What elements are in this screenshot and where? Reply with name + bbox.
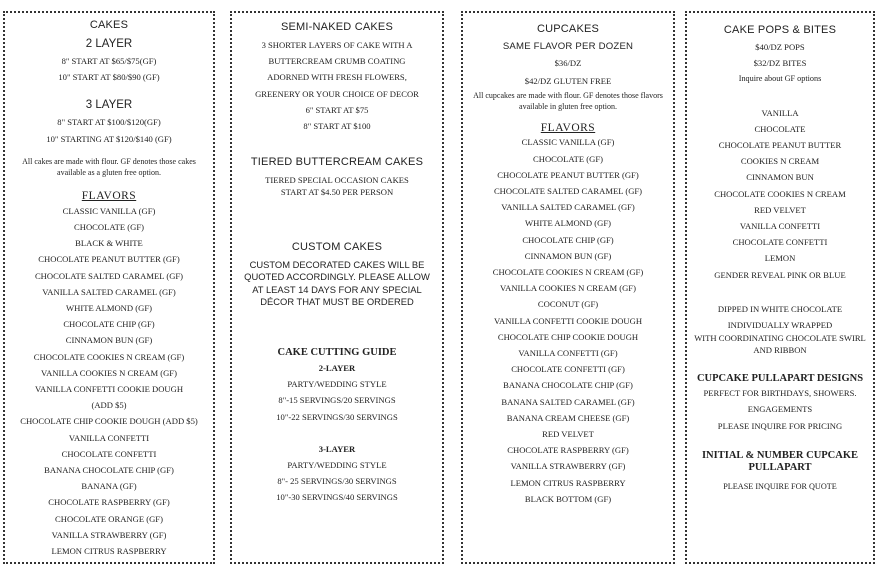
- semi-naked-line: ADORNED WITH FRESH FLOWERS,: [267, 72, 407, 83]
- cupcake-flavor-item: CHOCOLATE (GF): [533, 153, 603, 164]
- bites-price: $32/DZ BITES: [753, 58, 807, 69]
- pullapart-line: PERFECT FOR BIRTHDAYS, SHOWERS.: [703, 388, 857, 399]
- cake-flavor-item: CINNAMON BUN (GF): [65, 335, 153, 346]
- pullapart-line: ENGAGEMENTS: [747, 404, 813, 415]
- pop-flavor-item: COOKIES N CREAM: [740, 156, 820, 167]
- semi-naked-line: GREENERY OR YOUR CHOICE OF DECOR: [255, 88, 419, 99]
- pop-flavor-item: GENDER REVEAL PINK OR BLUE: [714, 269, 846, 280]
- pop-flavor-item: CHOCOLATE COOKIES N CREAM: [714, 188, 846, 199]
- pops-title: CAKE POPS & BITES: [723, 24, 837, 36]
- pops-column: [685, 11, 875, 564]
- cutting-three-layer-style: PARTY/WEDDING STYLE: [287, 460, 387, 471]
- cake-flavor-item: VANILLA STRAWBERRY (GF): [51, 529, 167, 540]
- cupcakes-title: CUPCAKES: [536, 23, 600, 35]
- cakes-flour-note: All cakes are made with flour. GF denotes those cakes available as a gluten free option.: [22, 156, 196, 177]
- cakes-column: [3, 11, 215, 564]
- cupcake-flavor-item: BANANA CHOCOLATE CHIP (GF): [503, 380, 633, 391]
- dipped-info: [687, 301, 873, 356]
- cake-flavors-heading: FLAVORS: [81, 189, 137, 202]
- cupcake-flavor-item: VANILLA CONFETTI (GF): [518, 348, 618, 359]
- cake-flavor-item: VANILLA SALTED CARAMEL (GF): [42, 286, 176, 297]
- cupcake-flavor-item: VANILLA STRAWBERRY (GF): [510, 461, 626, 472]
- cupcake-flavor-item: CHOCOLATE PEANUT BUTTER (GF): [497, 169, 639, 180]
- three-layer-heading: 3 LAYER: [85, 99, 133, 112]
- cutting-three-layer-10: 10"-30 SERVINGS/40 SERVINGS: [276, 492, 398, 503]
- tiered-text: TIERED SPECIAL OCCASION CAKES START AT $4.50 PER PERSON: [265, 175, 409, 198]
- pops-flavors-list: [687, 105, 873, 283]
- cutting-two-layer-style: PARTY/WEDDING STYLE: [287, 379, 387, 390]
- cake-flavor-item: (ADD $5): [91, 400, 127, 411]
- cupcake-flavor-item: CINNAMON BUN (GF): [524, 250, 612, 261]
- cutting-three-layer-heading: 3-LAYER: [318, 443, 356, 454]
- cupcake-flavor-item: VANILLA CONFETTI COOKIE DOUGH: [493, 315, 643, 326]
- cutting-two-layer-10: 10"-22 SERVINGS/30 SERVINGS: [276, 411, 398, 422]
- cupcake-flavor-item: RED VELVET: [542, 429, 594, 440]
- cake-flavor-item: CHOCOLATE CHIP COOKIE DOUGH (ADD $5): [20, 416, 198, 427]
- cutting-two-layer-8: 8"-15 SERVINGS/20 SERVINGS: [278, 395, 396, 406]
- two-layer-price-10: 10" START AT $80/$90 (GF): [58, 72, 160, 83]
- cupcake-flavor-item: COCONUT (GF): [537, 299, 599, 310]
- cupcakes-price: $36/DZ: [554, 58, 582, 68]
- pullapart-line: PLEASE INQUIRE FOR PRICING: [717, 420, 843, 431]
- cupcake-flavor-item: VANILLA SALTED CARAMEL (GF): [501, 202, 635, 213]
- tiered-title: TIERED BUTTERCREAM CAKES: [250, 156, 424, 169]
- cake-flavor-item: CHOCOLATE ORANGE (GF): [55, 513, 163, 524]
- pops-gf-note: Inquire about GF options: [738, 74, 822, 84]
- cake-flavor-item: CHOCOLATE PEANUT BUTTER (GF): [38, 254, 180, 265]
- cake-flavor-item: VANILLA CONFETTI COOKIE DOUGH: [34, 384, 184, 395]
- cupcake-flavor-item: VANILLA COOKIES N CREAM (GF): [500, 283, 636, 294]
- cake-flavor-item: VANILLA COOKIES N CREAM (GF): [41, 367, 177, 378]
- swirl-line: WITH COORDINATING CHOCOLATE SWIRL AND RIBBON: [694, 333, 866, 355]
- cupcake-flavor-item: BANANA CREAM CHEESE (GF): [506, 412, 630, 423]
- cupcakes-gf-price: $42/DZ GLUTEN FREE: [524, 76, 612, 87]
- cake-flavor-item: BANANA (GF): [81, 481, 137, 492]
- cake-flavor-item: BLACK & WHITE: [75, 238, 143, 249]
- three-layer-price-8: 8" START AT $100/$120(GF): [57, 117, 161, 128]
- pop-flavor-item: VANILLA CONFETTI: [739, 221, 821, 232]
- cake-flavor-item: CHOCOLATE (GF): [74, 222, 144, 233]
- cupcakes-subtitle: SAME FLAVOR PER DOZEN: [502, 41, 634, 52]
- cupcake-flavor-item: LEMON CITRUS RASPBERRY: [510, 477, 626, 488]
- initial-title: INITIAL & NUMBER CUPCAKE PULLAPART: [701, 449, 859, 474]
- cupcake-flavor-item: BANANA SALTED CARAMEL (GF): [501, 396, 635, 407]
- cutting-three-layer-8: 8"- 25 SERVINGS/30 SERVINGS: [277, 476, 397, 487]
- cupcake-flavor-item: CHOCOLATE CHIP COOKIE DOUGH: [497, 331, 639, 342]
- custom-title: CUSTOM CAKES: [291, 241, 383, 254]
- pop-flavor-item: VANILLA: [761, 107, 799, 118]
- cake-flavor-item: CHOCOLATE RASPBERRY (GF): [48, 497, 170, 508]
- cake-flavor-item: CHOCOLATE SALTED CARAMEL (GF): [34, 270, 184, 281]
- cakes-title: CAKES: [89, 19, 129, 31]
- pullapart-title: CUPCAKE PULLAPART DESIGNS: [696, 373, 864, 385]
- cupcake-flavor-item: CHOCOLATE RASPBERRY (GF): [507, 445, 629, 456]
- cupcakes-column: [461, 11, 675, 564]
- custom-text: CUSTOM DECORATED CAKES WILL BE QUOTED ACCORDINGLY. PLEASE ALLOW AT LEAST 14 DAYS FOR ANY SPECIAL DÉCOR THAT MUST BE ORDERED: [244, 259, 430, 307]
- pops-price: $40/DZ POPS: [755, 42, 805, 52]
- semi-naked-desc: [232, 37, 442, 134]
- two-layer-heading: 2 LAYER: [85, 38, 133, 50]
- three-layer-price-10: 10" STARTING AT $120/$140 (GF): [46, 133, 172, 144]
- cupcake-flavors-list: [463, 134, 673, 507]
- pop-flavor-item: CHOCOLATE CONFETTI: [732, 237, 828, 248]
- cupcake-flavor-item: CHOCOLATE CONFETTI (GF): [511, 364, 625, 375]
- cake-flavors-list: [5, 203, 213, 559]
- dipped-line: DIPPED IN WHITE CHOCOLATE: [717, 303, 843, 314]
- cake-flavor-item: CLASSIC VANILLA (GF): [62, 205, 156, 216]
- cupcake-flavor-item: CLASSIC VANILLA (GF): [521, 137, 615, 148]
- cake-flavor-item: CHOCOLATE CHIP (GF): [63, 319, 155, 330]
- cupcake-flavor-item: CHOCOLATE COOKIES N CREAM (GF): [492, 267, 644, 278]
- semi-naked-price-8: 8" START AT $100: [303, 121, 371, 132]
- cupcake-flavor-item: CHOCOLATE SALTED CARAMEL (GF): [493, 186, 643, 197]
- semi-naked-line: BUTTERCREAM CRUMB COATING: [268, 56, 406, 67]
- initial-text: PLEASE INQUIRE FOR QUOTE: [723, 481, 837, 491]
- cake-flavor-item: CHOCOLATE COOKIES N CREAM (GF): [33, 351, 185, 362]
- cake-flavor-item: LEMON CITRUS RASPBERRY: [51, 546, 167, 557]
- cupcake-flavor-item: BLACK BOTTOM (GF): [524, 493, 612, 504]
- cupcakes-flour-note: All cupcakes are made with flour. GF denotes those flavors available in gluten free option.: [473, 91, 663, 112]
- cake-flavor-item: WHITE ALMOND (GF): [66, 303, 152, 314]
- specialty-column: [230, 11, 444, 564]
- pop-flavor-item: CHOCOLATE: [754, 123, 806, 134]
- cake-flavor-item: VANILLA CONFETTI: [68, 432, 150, 443]
- semi-naked-line: 3 SHORTER LAYERS OF CAKE WITH A: [261, 40, 413, 50]
- cutting-two-layer-heading: 2-LAYER: [318, 363, 356, 374]
- cupcake-flavor-item: WHITE ALMOND (GF): [525, 218, 611, 229]
- cupcake-flavor-item: CHOCOLATE CHIP (GF): [522, 234, 614, 245]
- wrapped-line: INDIVIDUALLY WRAPPED: [727, 320, 833, 331]
- semi-naked-price-6: 6" START AT $75: [305, 104, 369, 115]
- cutting-guide-title: CAKE CUTTING GUIDE: [277, 347, 397, 359]
- cupcake-flavors-heading: FLAVORS: [540, 122, 596, 135]
- two-layer-price-8: 8" START AT $65/$75(GF): [61, 56, 157, 66]
- pop-flavor-item: RED VELVET: [754, 204, 806, 215]
- semi-naked-title: SEMI-NAKED CAKES: [280, 21, 393, 33]
- cake-flavor-item: BANANA CHOCOLATE CHIP (GF): [44, 465, 174, 476]
- pop-flavor-item: LEMON: [764, 253, 796, 264]
- cake-flavor-item: CHOCOLATE CONFETTI: [61, 448, 157, 459]
- pop-flavor-item: CINNAMON BUN: [746, 172, 814, 183]
- pop-flavor-item: CHOCOLATE PEANUT BUTTER: [718, 140, 842, 151]
